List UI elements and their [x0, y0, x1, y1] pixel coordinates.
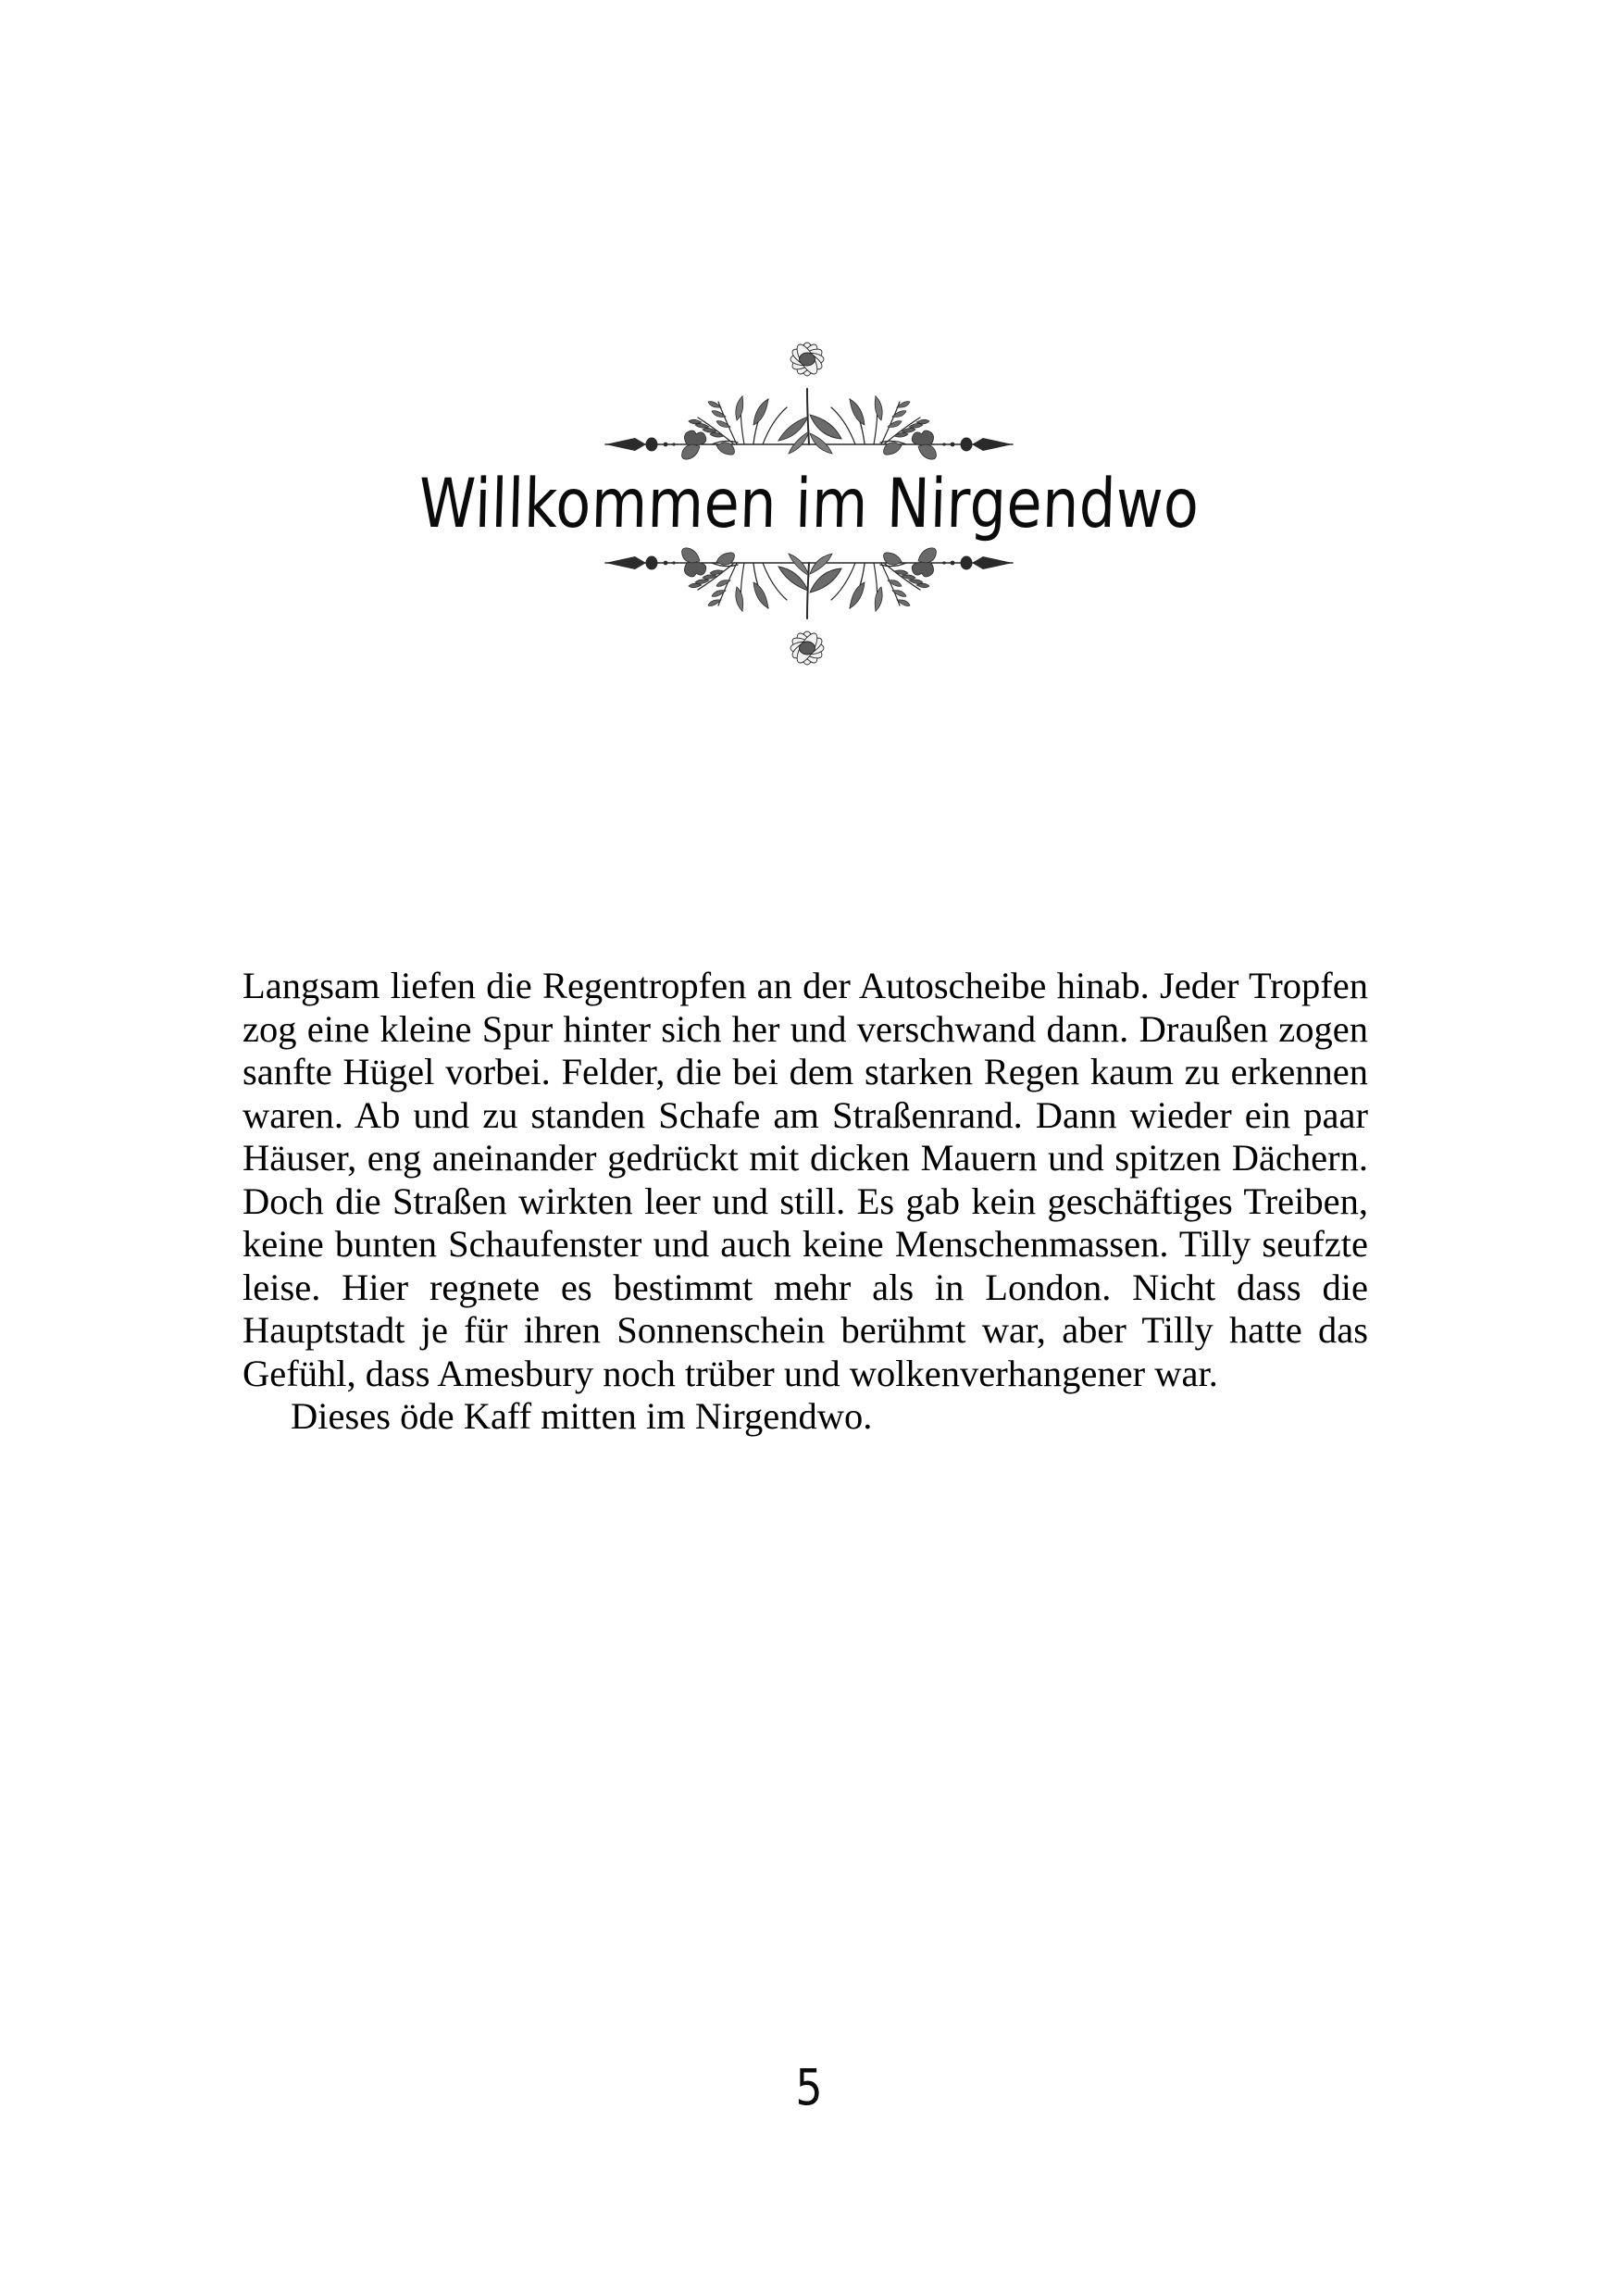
- chapter-heading-block: [0, 306, 1618, 702]
- paragraph: Langsam liefen die Regentropfen an der Autoscheibe hinab. Jeder Tropfen zog eine kleine Spur hinter sich her und verschwand dann. Draußen zogen sanfte Hügel vorbei. Felder, die bei dem starken Regen kaum zu erkennen waren. Ab und zu standen Schafe am Straßenrand. Dann wieder ein paar Häuser, eng aneinander gedrückt mit dicken Mauern und spitzen Dächern. Doch die Straßen wirkten leer und still. Es gab kein geschäftiges Treiben, keine bunten Schaufenster und auch keine Menschenmassen. Tilly seufzte leise. Hier regnete es bestimmt mehr als in London. Nicht dass die Hauptstadt je für ihren Sonnenschein berühmt war, aber Tilly hatte das Gefühl, dass Amesbury noch trüber und wolkenverhangener war.: [243, 965, 1368, 1394]
- body-text-block: [243, 965, 1368, 1439]
- page-number: 5: [795, 2058, 823, 2116]
- paragraph: Dieses öde Kaff mitten im Nirgendwo.: [291, 1395, 873, 1437]
- floral-divider-top-icon: [578, 306, 1040, 468]
- chapter-title: Willkommen im Nirgendwo: [417, 463, 1201, 543]
- floral-divider-bottom-icon: [578, 540, 1040, 702]
